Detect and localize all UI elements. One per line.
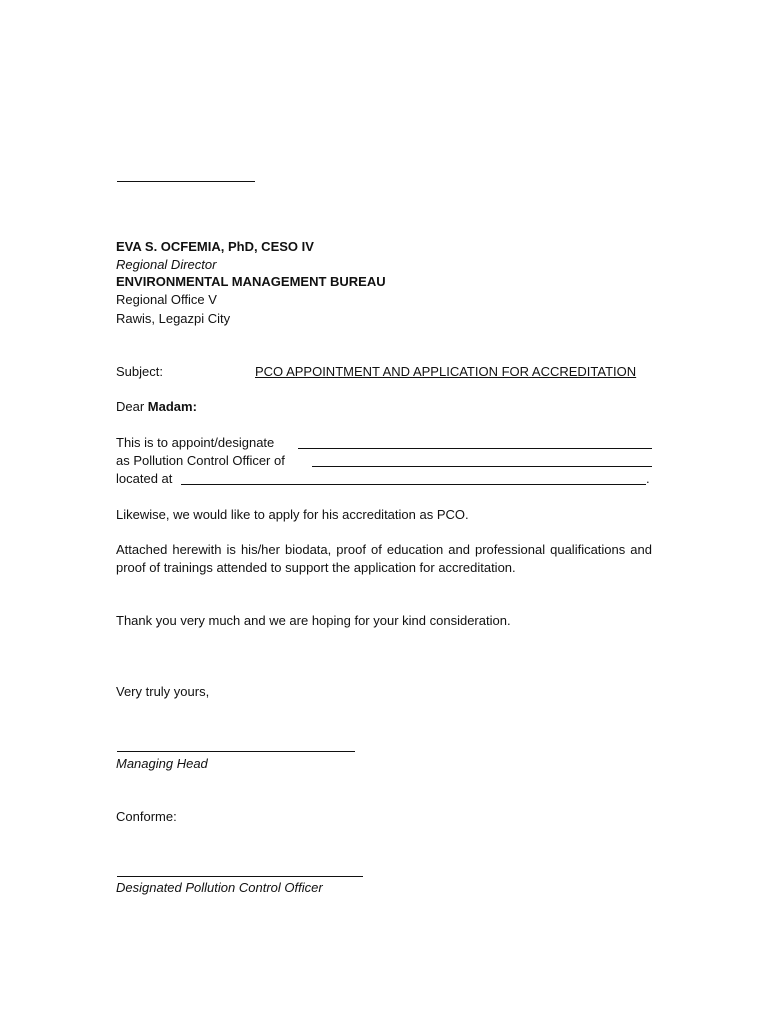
pco-signature-line (117, 876, 363, 877)
location-blank-line (181, 484, 646, 485)
paragraph-likewise: Likewise, we would like to apply for his accreditation as PCO. (116, 507, 469, 522)
recipient-office: Regional Office V (116, 292, 217, 307)
subject-label: Subject: (116, 364, 163, 379)
salutation-prefix: Dear (116, 399, 148, 414)
location-line-period: . (646, 471, 650, 486)
salutation-name: Madam: (147, 399, 197, 414)
paragraph-thank-you: Thank you very much and we are hoping for your kind consideration. (116, 613, 511, 628)
recipient-name: EVA S. OCFEMIA, PhD, CESO IV (116, 239, 314, 254)
salutation (116, 398, 197, 416)
recipient-bureau: ENVIRONMENTAL MANAGEMENT BUREAU (116, 274, 386, 289)
subject-text: PCO APPOINTMENT AND APPLICATION FOR ACCREDITATION (255, 364, 637, 379)
managing-head-label: Managing Head (116, 756, 208, 771)
conforme-label: Conforme: (116, 809, 177, 824)
located-at-label: located at (116, 471, 173, 486)
closing-text: Very truly yours, (116, 684, 210, 699)
paragraph-attached: Attached herewith is his/her biodata, proof of education and professional qualifications and proof of trainings attended to support the application for accreditation. (116, 542, 652, 575)
recipient-address: Rawis, Legazpi City (116, 311, 231, 326)
recipient-title: Regional Director (116, 257, 217, 272)
pco-of-line-label: as Pollution Control Officer of (116, 453, 285, 468)
appointee-blank-line (298, 448, 652, 449)
date-blank-line (117, 181, 255, 182)
appoint-line-label: This is to appoint/designate (116, 435, 275, 450)
managing-head-signature-line (117, 751, 355, 752)
pco-signatory-label: Designated Pollution Control Officer (116, 880, 323, 895)
company-blank-line (312, 466, 652, 467)
